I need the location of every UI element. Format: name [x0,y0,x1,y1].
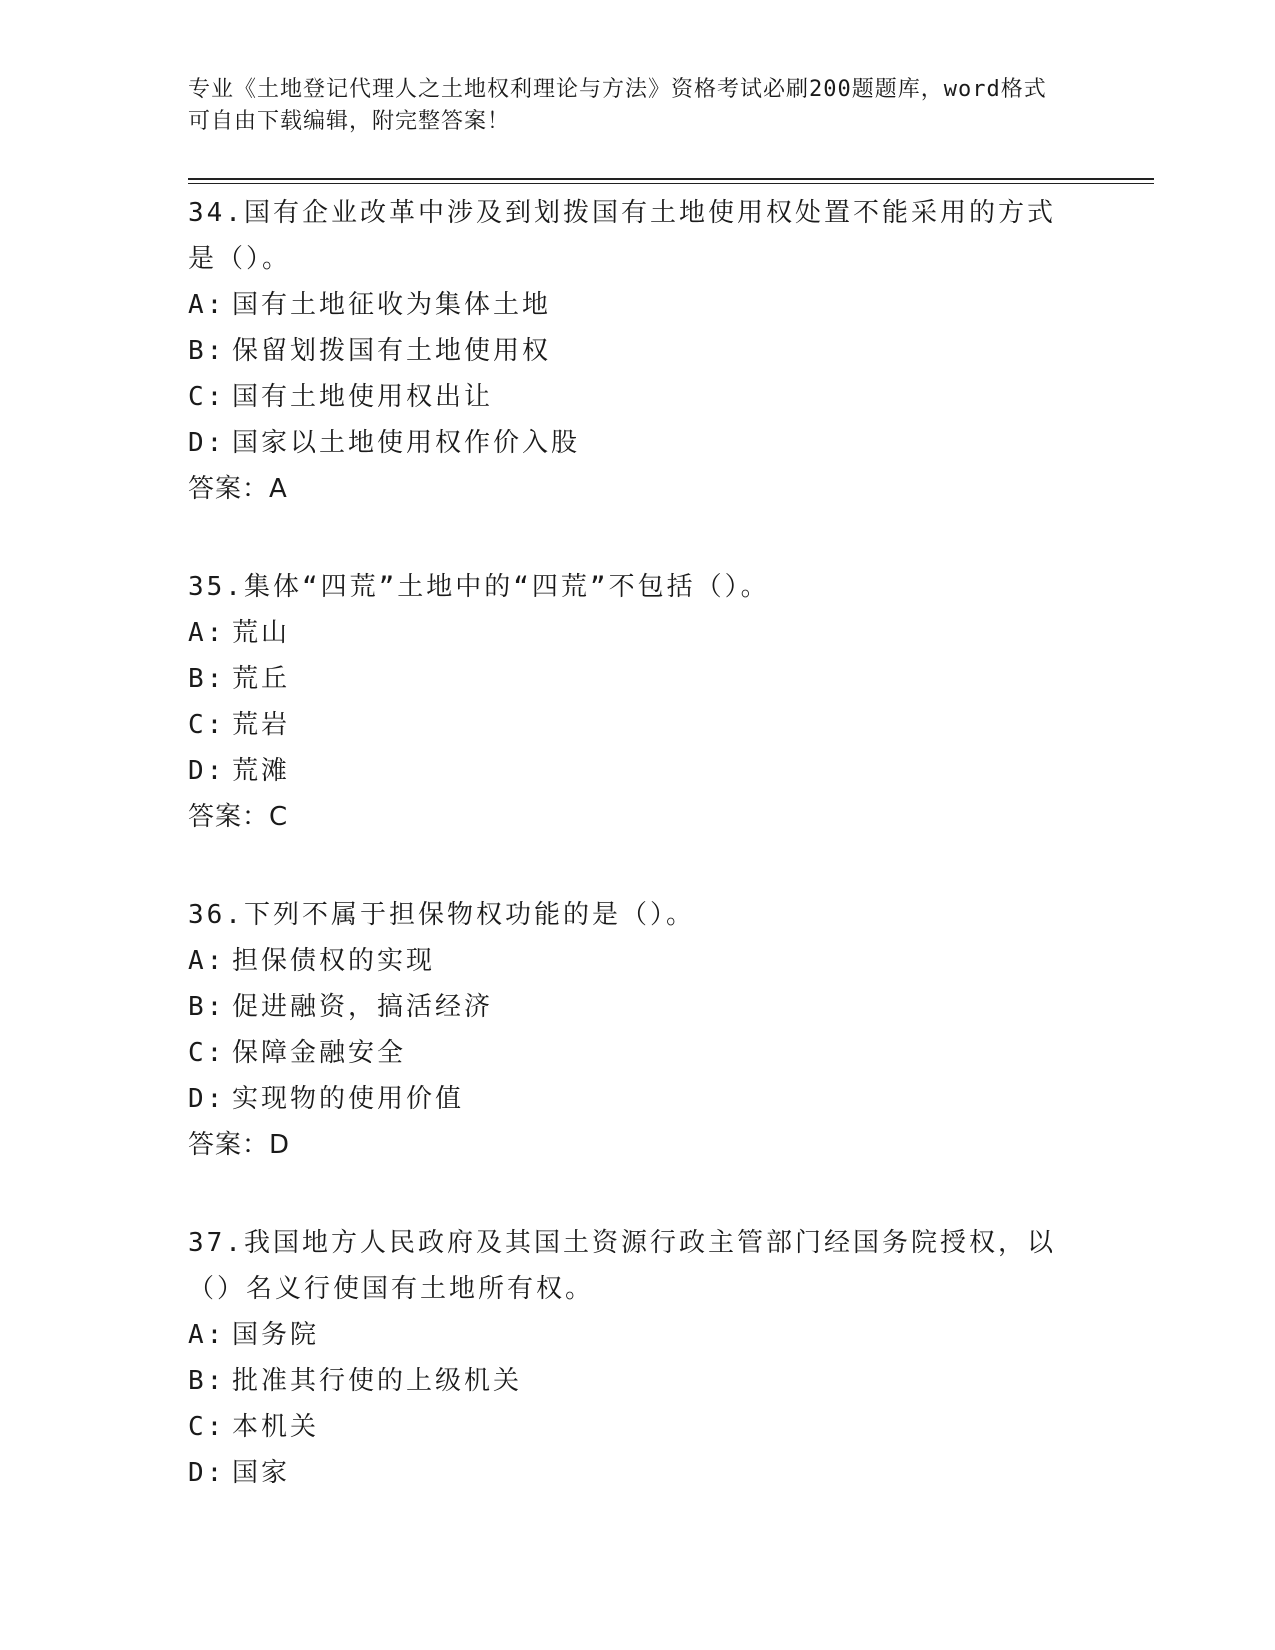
option-a [188,1312,1088,1358]
option-letter: D: [188,428,226,458]
option-text: 国家以土地使用权作价入股 [232,428,581,458]
question-stem: 37.我国地方人民政府及其国土资源行政主管部门经国务院授权，以（）名义行使国有土地所有权。 [188,1228,1056,1304]
option-a [188,282,1088,328]
option-letter: D: [188,1458,226,1488]
header-rule-thick [188,178,1154,180]
option-letter: C: [188,382,226,412]
option-b [188,984,1088,1030]
option-letter: A: [188,290,226,320]
question-stem: 36.下列不属于担保物权功能的是（）。 [188,900,695,930]
answer-line: 答案：D [188,1130,291,1160]
question-37 [188,1220,1088,1496]
option-text: 荒滩 [232,756,291,786]
option-letter: B: [188,992,226,1022]
option-text: 国务院 [232,1320,320,1350]
option-text: 实现物的使用价值 [232,1084,465,1114]
question-35 [188,564,1088,840]
option-text: 促进融资，搞活经济 [232,992,494,1022]
option-letter: C: [188,1038,226,1068]
option-letter: B: [188,664,226,694]
option-text: 本机关 [232,1412,320,1442]
option-c [188,1404,1088,1450]
option-c [188,374,1088,420]
option-text: 国有土地征收为集体土地 [232,290,552,320]
option-text: 批准其行使的上级机关 [232,1366,523,1396]
option-d [188,1450,1088,1496]
option-letter: A: [188,1320,226,1350]
question-stem: 35.集体“四荒”土地中的“四荒”不包括（）。 [188,572,770,602]
option-letter: B: [188,336,226,366]
option-text: 荒丘 [232,664,291,694]
option-a [188,938,1088,984]
option-text: 保留划拨国有土地使用权 [232,336,552,366]
option-d [188,1076,1088,1122]
question-34 [188,190,1088,512]
option-text: 保障金融安全 [232,1038,407,1068]
option-letter: D: [188,1084,226,1114]
option-text: 担保债权的实现 [232,946,436,976]
question-stem: 34.国有企业改革中涉及到划拨国有土地使用权处置不能采用的方式是（）。 [188,198,1056,274]
option-text: 国家 [232,1458,291,1488]
header-rule-thin [188,183,1154,184]
question-list [188,190,1088,1548]
answer-line: 答案：A [188,474,288,504]
option-c [188,1030,1088,1076]
option-letter: A: [188,618,226,648]
option-text: 荒岩 [232,710,291,740]
option-letter: C: [188,710,226,740]
option-letter: A: [188,946,226,976]
option-b [188,1358,1088,1404]
option-letter: B: [188,1366,226,1396]
option-letter: D: [188,756,226,786]
option-text: 荒山 [232,618,291,648]
answer-line: 答案：C [188,802,289,832]
question-36 [188,892,1088,1168]
option-c [188,702,1088,748]
option-text: 国有土地使用权出让 [232,382,494,412]
option-b [188,328,1088,374]
option-a [188,610,1088,656]
document-header: 专业《土地登记代理人之土地权利理论与方法》资格考试必刷200题题库，word格式可自由下载编辑，附完整答案！ [188,77,1047,134]
option-letter: C: [188,1412,226,1442]
option-d [188,748,1088,794]
option-d [188,420,1088,466]
option-b [188,656,1088,702]
